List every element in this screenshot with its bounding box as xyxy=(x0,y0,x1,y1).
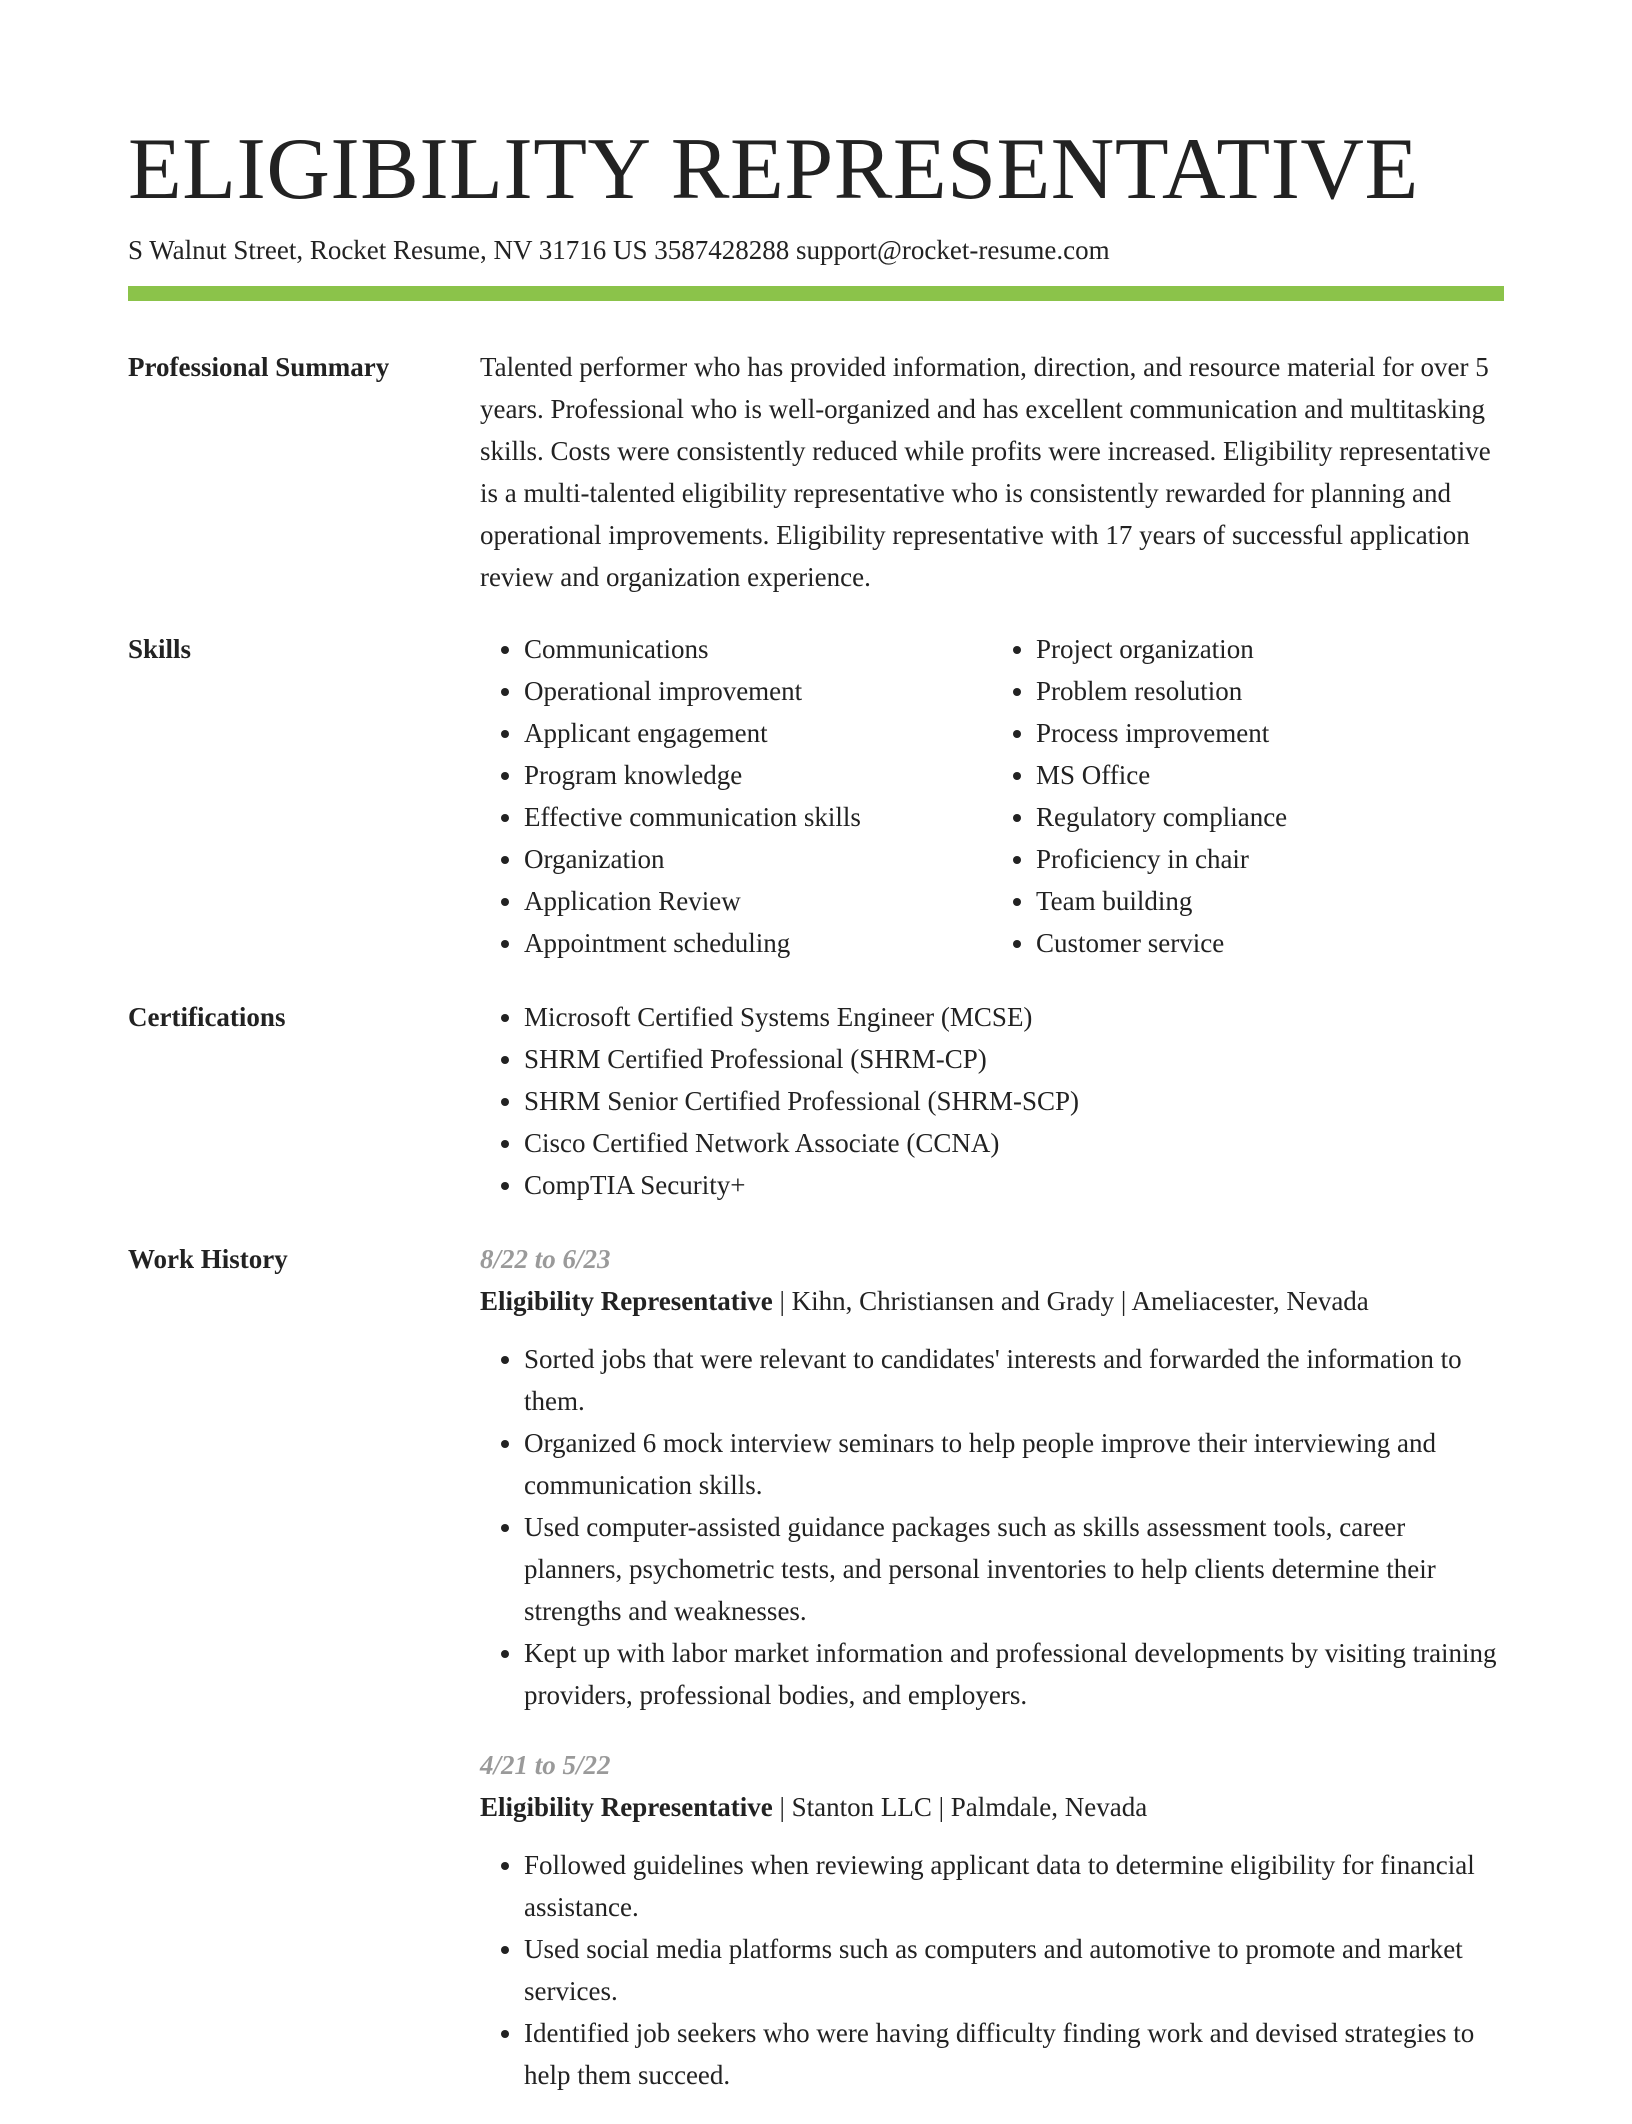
skill-item: • Organization xyxy=(524,838,992,880)
summary-text: Talented performer who has provided information, direction, and resource material for over 5 years. Professional who is well-organized and has excellent communication and multitasking skills. Costs were consistently reduced while profits were increased. Eligibility representative is a multi-talented eligibility representative who is consistently rewarded for planning and operational improvements. Eligibility representative with 17 years of successful application review and organization experience. xyxy=(480,352,1491,592)
job-entry xyxy=(480,1238,1504,1716)
job-bullet: • Followed guidelines when reviewing applicant data to determine eligibility for financial assistance. xyxy=(524,1844,1504,1928)
certification-item: • SHRM Senior Certified Professional (SHRM-SCP) xyxy=(524,1080,1504,1122)
skill-item: • Communications xyxy=(524,628,992,670)
skills-list-left xyxy=(480,628,992,964)
job-details: | Kihn, Christiansen and Grady | Ameliacester, Nevada xyxy=(772,1286,1369,1316)
skill-item: • Applicant engagement xyxy=(524,712,992,754)
job-bullet: • Sorted jobs that were relevant to candidates' interests and forwarded the information to them. xyxy=(524,1338,1504,1422)
skill-item: • Regulatory compliance xyxy=(1036,796,1504,838)
skill-item: • Application Review xyxy=(524,880,992,922)
certification-item: • Microsoft Certified Systems Engineer (MCSE) xyxy=(524,996,1504,1038)
skill-item: • Team building xyxy=(1036,880,1504,922)
certifications-heading: Certifications xyxy=(128,1002,286,1032)
job-heading xyxy=(480,1280,1504,1322)
certification-item: • CompTIA Security+ xyxy=(524,1164,1504,1206)
job-dates: 4/21 to 5/22 xyxy=(480,1750,611,1780)
skill-item: • Process improvement xyxy=(1036,712,1504,754)
certification-item: • Cisco Certified Network Associate (CCNA) xyxy=(524,1122,1504,1164)
skill-item: • Program knowledge xyxy=(524,754,992,796)
job-bullet: • Organized 6 mock interview seminars to help people improve their interviewing and communication skills. xyxy=(524,1422,1504,1506)
job-heading xyxy=(480,1786,1504,1828)
skill-item: • Project organization xyxy=(1036,628,1504,670)
skill-item: • Problem resolution xyxy=(1036,670,1504,712)
job-title: Eligibility Representative xyxy=(480,1286,773,1316)
job-bullet: • Kept up with labor market information and professional developments by visiting training providers, professional bodies, and employers. xyxy=(524,1632,1504,1716)
skill-item: • Operational improvement xyxy=(524,670,992,712)
skill-item: • Customer service xyxy=(1036,922,1504,964)
job-bullet: • Used social media platforms such as computers and automotive to promote and market services. xyxy=(524,1928,1504,2012)
job-details: | Stanton LLC | Palmdale, Nevada xyxy=(772,1792,1148,1822)
resume-title: ELIGIBILITY REPRESENTATIVE xyxy=(128,121,1419,218)
job-title: Eligibility Representative xyxy=(480,1792,773,1822)
skills-heading: Skills xyxy=(128,634,192,664)
certifications-list xyxy=(480,996,1504,1206)
job-bullets xyxy=(480,1844,1504,2096)
job-dates: 8/22 to 6/23 xyxy=(480,1244,611,1274)
skills-list-right xyxy=(992,628,1504,964)
skill-item: • Proficiency in chair xyxy=(1036,838,1504,880)
job-bullet: • Identified job seekers who were having difficulty finding work and devised strategies to help them succeed. xyxy=(524,2012,1504,2096)
certification-item: • SHRM Certified Professional (SHRM-CP) xyxy=(524,1038,1504,1080)
summary-heading: Professional Summary xyxy=(128,352,390,382)
contact-line: S Walnut Street, Rocket Resume, NV 31716 US 3587428288 support@rocket-resume.com xyxy=(128,235,1110,265)
work-history-heading: Work History xyxy=(128,1244,288,1274)
job-entry xyxy=(480,1744,1504,2096)
skill-item: • Appointment scheduling xyxy=(524,922,992,964)
skill-item: • MS Office xyxy=(1036,754,1504,796)
job-bullets xyxy=(480,1338,1504,1716)
accent-divider xyxy=(128,286,1504,301)
skill-item: • Effective communication skills xyxy=(524,796,992,838)
job-bullet: • Used computer-assisted guidance packages such as skills assessment tools, career planners, psychometric tests, and personal inventories to help clients determine their strengths and weaknesses. xyxy=(524,1506,1504,1632)
